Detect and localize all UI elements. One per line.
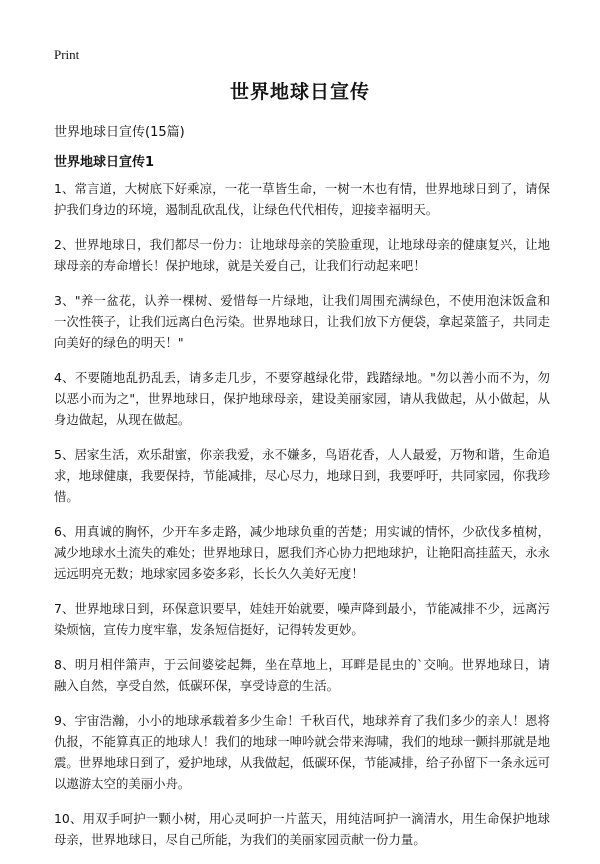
page-title: 世界地球日宣传 (229, 81, 370, 103)
section-heading: 世界地球日宣传1 (54, 155, 155, 170)
paragraph-10: 10、用双手呵护一颗小树，用心灵呵护一片蓝天，用纯洁呵护一滴清水，用生命保护地球母亲，世界地球日，尽自己所能，为我们的美丽家园贡献一份力量。 (54, 811, 550, 847)
paragraph-8: 8、明月相伴箫声，于云间婆娑起舞，坐在草地上，耳畔是昆虫的`交响。世界地球日，请融入自然，享受自然，低碳环保，享受诗意的生活。 (54, 657, 550, 693)
paragraph-3: 3、"养一盆花，认养一棵树、爱惜每一片绿地，让我们周围充满绿色，不使用泡沫饭盒和一次性筷子，让我们远离白色污染。世界地球日，让我们放下方便袋，拿起菜篮子，共同走向美好的绿色的明天！" (54, 293, 550, 350)
paragraph-6: 6、用真诚的胸怀，少开车多走路，减少地球负重的苦楚；用实诚的情怀，少砍伐多植树，减少地球水土流失的难处；世界地球日，愿我们齐心协力把地球护，让艳阳高挂蓝天，永永远远明亮无数；地球家园多姿多彩，长长久久美好无度！ (54, 524, 550, 581)
paragraph-4: 4、不要随地乱扔乱丢，请多走几步，不要穿越绿化带，践踏绿地。"勿以善小而不为，勿以恶小而为之"，世界地球日，保护地球母亲，建设美丽家园，请从我做起，从小做起，从身边做起，从现在做起。 (54, 370, 550, 427)
print-link[interactable]: Print (54, 47, 80, 62)
paragraph-5: 5、居家生活，欢乐甜蜜，你亲我爱，永不嫌多，鸟语花香，人人最爱，万物和谐，生命追求，地球健康，我要保持，节能减排，尽心尽力，地球日到，我要呼吁，共同家园，你我珍惜。 (54, 447, 550, 504)
paragraph-2: 2、世界地球日，我们都尽一份力：让地球母亲的笑脸重现，让地球母亲的健康复兴，让地球母亲的寿命增长！保护地球，就是关爱自己，让我们行动起来吧！ (54, 237, 550, 273)
paragraph-9: 9、宇宙浩瀚，小小的地球承载着多少生命！千秋百代，地球养育了我们多少的亲人！恩将仇报，不能算真正的地球人！我们的地球一呻吟就会带来海啸，我们的地球一颤抖那就是地震。世界地球日到了，爱护地球，从我做起，低碳环保，节能减排，给子孙留下一条永远可以遨游太空的美丽小舟。 (54, 713, 550, 791)
paragraph-1: 1、常言道，大树底下好乘凉，一花一草皆生命，一树一木也有情，世界地球日到了，请保护我们身边的环境，遏制乱砍乱伐，让绿色代代相传，迎接幸福明天。 (54, 181, 550, 217)
document-subtitle: 世界地球日宣传(15篇) (54, 125, 185, 140)
paragraph-list (54, 178, 550, 864)
paragraph-7: 7、世界地球日到，环保意识要早，娃娃开始就要，噪声降到最小，节能减排不少，远离污染烦恼，宣传力度牢靠，发条短信挺好，记得转发更妙。 (54, 601, 550, 637)
